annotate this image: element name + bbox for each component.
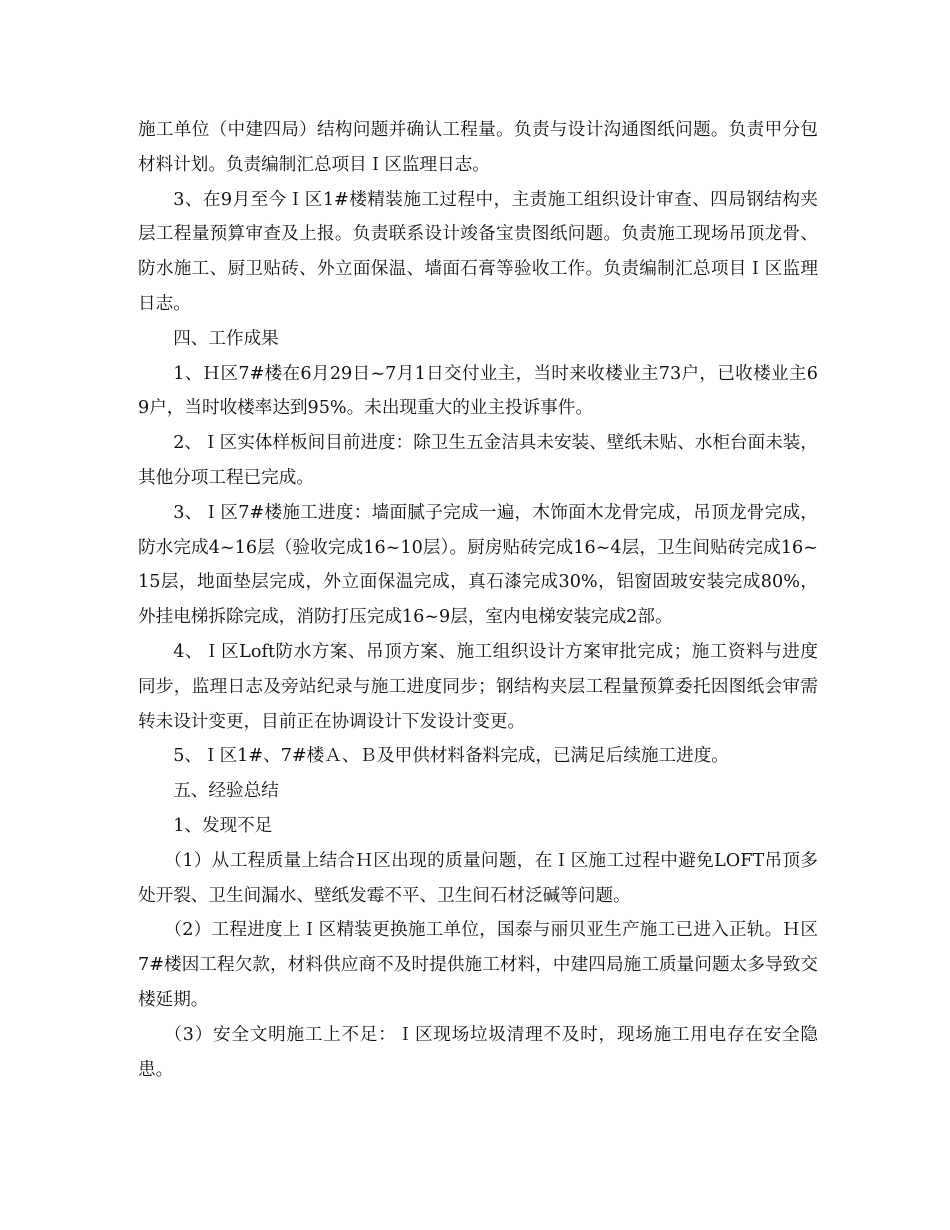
paragraph-3: 1、Ｈ区7#楼在6月29日~7月1日交付业主，当时来收楼业主73户，已收楼业主69户，当时收楼率达到95%。未出现重大的业主投诉事件。: [138, 363, 818, 419]
paragraph-2: 3、在9月至今Ｉ区1#楼精装施工过程中，主责施工组织设计审查、四局钢结构夹层工程量预算审查及上报。负责联系设计竣备宝贵图纸问题。负责施工现场吊顶龙骨、防水施工、厨卫贴砖、外立面保温、墙面石膏等验收工作。负责编制汇总项目Ｉ区监理日志。: [138, 189, 818, 314]
paragraph-1: 施工单位（中建四局）结构问题并确认工程量。负责与设计沟通图纸问题。负责甲分包材料计划。负责编制汇总项目Ｉ区监理日志。: [138, 120, 818, 175]
paragraph-4: 2、Ｉ区实体样板间目前进度：除卫生五金洁具未安装、壁纸未贴、水柜台面未装，其他分项工程已完成。: [138, 433, 818, 488]
paragraph-8: （1）从工程质量上结合Ｈ区出现的质量问题，在Ｉ区施工过程中避免LOFT吊顶多处开裂、卫生间漏水、壁纸发霉不平、卫生间石材泛碱等问题。: [138, 850, 818, 906]
section-heading-5: 五、经验总结: [173, 781, 279, 802]
paragraph-9: （2）工程进度上Ｉ区精装更换施工单位，国泰与丽贝亚生产施工已进入正轨。Ｈ区7#楼因工程欠款，材料供应商不及时提供施工材料，中建四局施工质量问题太多导致交楼延期。: [138, 920, 818, 1010]
document-body: [138, 113, 818, 1087]
paragraph-6: 4、Ｉ区Loft防水方案、吊顶方案、施工组织设计方案审批完成；施工资料与进度同步，监理日志及旁站纪录与施工进度同步；钢结构夹层工程量预算委托因图纸会审需转未设计变更，目前正在协调设计下发设计变更。: [138, 641, 818, 732]
subheading-1: 1、发现不足: [173, 815, 273, 836]
section-heading-4: 四、工作成果: [173, 328, 279, 349]
paragraph-5: 3、Ｉ区7#楼施工进度：墙面腻子完成一遍，木饰面木龙骨完成，吊顶龙骨完成，防水完成4~16层（验收完成16~10层）。厨房贴砖完成16~4层，卫生间贴砖完成16~15层，地面垫层完成，外立面保温完成，真石漆完成30%，铝窗固玻安装完成80%，外挂电梯拆除完成，消防打压完成16~9层，室内电梯安装完成2部。: [138, 502, 818, 628]
paragraph-10: （3）安全文明施工上不足：Ｉ区现场垃圾清理不及时，现场施工用电存在安全隐患。: [138, 1024, 818, 1080]
paragraph-7: 5、Ｉ区1#、7#楼Ａ、Ｂ及甲供材料备料完成，已满足后续施工进度。: [173, 746, 729, 767]
